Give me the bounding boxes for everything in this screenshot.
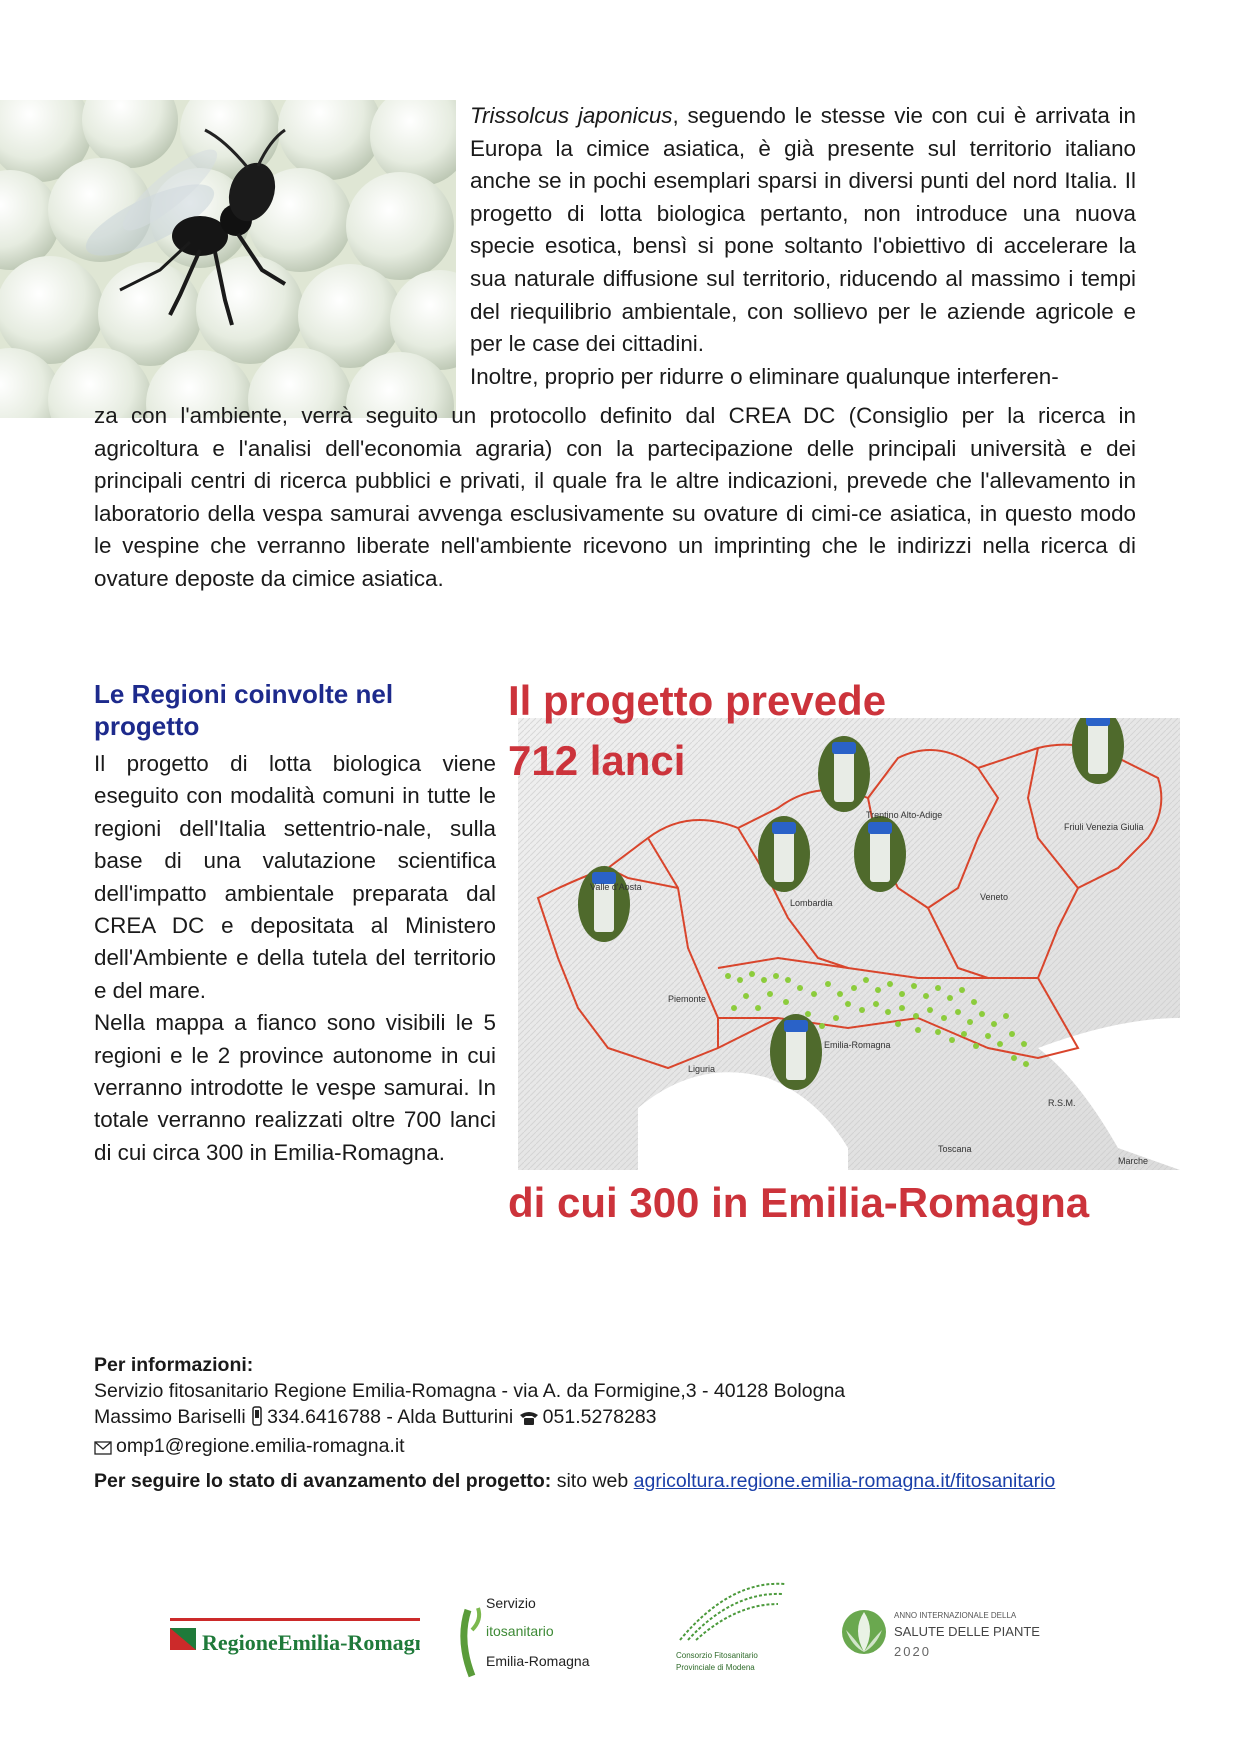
regione-emilia-romagna-logo [170, 1618, 420, 1658]
consorzio-line2: Provinciale di Modena [676, 1663, 755, 1672]
label-valle-aosta: Valle d'Aosta [590, 882, 642, 892]
label-veneto: Veneto [980, 892, 1009, 902]
rer-logo-text: RegioneEmilia-Romagna [202, 1630, 420, 1655]
contact-name: Massimo Bariselli [94, 1406, 246, 1428]
contacts-title: Per informazioni: [94, 1354, 254, 1376]
intro-paragraph [470, 100, 1136, 393]
species-name: Trissolcus japonicus [470, 103, 673, 128]
consorzio-line1: Consorzio Fitosanitario [676, 1651, 758, 1660]
wasp-photo [0, 100, 456, 418]
label-toscana: Toscana [938, 1144, 972, 1154]
label-lombardia: Lombardia [790, 898, 833, 908]
regions-body [94, 748, 496, 1169]
progress-label: Per seguire lo stato di avanzamento del progetto: [94, 1470, 552, 1492]
intro-paragraph2-continuation: za con l'ambiente, verrà seguito un protocollo definito dal CREA DC (Consiglio per la ricerca in agricoltura e l'analisi dell'economia agraria) con la partecipazione delle principali università e dei principali centri di ricerca pubblici e privati, il quale fra le altre indicazioni, prevede che l'allevamento in laboratorio della vespa samurai avvenga esclusivamente su ovature di cimi-ce asiatica, in questo modo le vespine che verranno liberate nell'ambiente ricevono un imprinting che le indirizzi nella ricerca di ovature deposte da cimice asiatica. [94, 403, 1136, 591]
contact-landline: 051.5278283 [542, 1406, 657, 1428]
salute-delle-piante-logo [842, 1604, 1062, 1660]
intro-paragraph2-first-line: Inoltre, proprio per ridurre o eliminare qualunque interferen- [470, 363, 1059, 389]
headline-project: Il progetto prevede [508, 677, 887, 724]
ihyph-line2: SALUTE DELLE PIANTE [894, 1624, 1040, 1639]
contact-mobile: 334.6416788 - Alda Butturini [267, 1406, 514, 1428]
ihyph-year: 2020 [894, 1644, 931, 1659]
fito-line2: itosanitario [486, 1623, 554, 1639]
label-liguria: Liguria [688, 1064, 716, 1074]
contact-email[interactable]: omp1@regione.emilia-romagna.it [116, 1435, 405, 1457]
label-friuli: Friuli Venezia Giulia [1064, 822, 1144, 832]
fito-line3: Emilia-Romagna [486, 1653, 590, 1669]
label-trentino: Trentino Alto-Adige [866, 810, 943, 820]
label-piemonte: Piemonte [668, 994, 707, 1004]
wasp-on-eggs-image [0, 100, 456, 418]
headline-launch-count: 712 lanci [508, 737, 686, 784]
site-prefix: sito web [556, 1470, 629, 1492]
intro-paragraph-text: , seguendo le stesse vie con cui è arrivata in Europa la cimice asiatica, è già presente sul territorio italiano anche se in pochi esemplari sparsi in diversi punti del nord Italia. Il progetto di lotta biologica pertanto, non introduce una nuova specie esotica, bensì si pone soltanto l'obiettivo di accelerare la sua naturale diffusione sul territorio, riducendo al massimo i tempi del riequilibrio ambientale, con sollievo per le aziende agricole e per le case dei cittadini. [470, 103, 1136, 357]
contacts-email-row [94, 1433, 1174, 1462]
label-marche: Marche [1118, 1156, 1149, 1166]
label-rsm: R.S.M. [1048, 1098, 1076, 1108]
contacts-section [94, 1352, 1174, 1494]
mobile-phone-icon [251, 1406, 263, 1433]
regions-heading: Le Regioni coinvolte nel progetto [94, 679, 394, 741]
envelope-icon [94, 1436, 112, 1462]
telephone-icon [519, 1407, 539, 1433]
servizio-fitosanitario-logo [454, 1590, 634, 1686]
headline-emilia-count: di cui 300 in Emilia-Romagna [508, 1179, 1090, 1226]
progress-link-row [94, 1468, 1174, 1494]
contacts-phones [94, 1404, 1174, 1433]
site-link[interactable]: agricoltura.regione.emilia-romagna.it/fitosanitario [633, 1470, 1056, 1492]
contacts-address: Servizio fitosanitario Regione Emilia-Romagna - via A. da Formigine,3 - 40128 Bologna [94, 1380, 846, 1402]
ihyph-line1: ANNO INTERNAZIONALE DELLA [894, 1611, 1017, 1620]
regions-body-paragraph-1: Il progetto di lotta biologica viene eseguito con modalità comuni in tutte le regioni dell'Italia settentrio-nale, sulla base di una valutazione scientifica dell'impatto ambientale preparata dal CREA DC e depositata al Ministero dell'Ambiente e della tutela del territorio e del mare. [94, 751, 496, 1003]
consorzio-fitosanitario-logo [670, 1580, 790, 1676]
label-emilia: Emilia-Romagna [824, 1040, 891, 1050]
fito-line1: Servizio [486, 1595, 536, 1611]
regions-body-paragraph-2: Nella mappa a fianco sono visibili le 5 regioni e le 2 province autonome in cui verranno introdotte le vespe samurai. In totale verranno realizzati oltre 700 lanci di cui circa 300 in Emilia-Romagna. [94, 1010, 496, 1165]
